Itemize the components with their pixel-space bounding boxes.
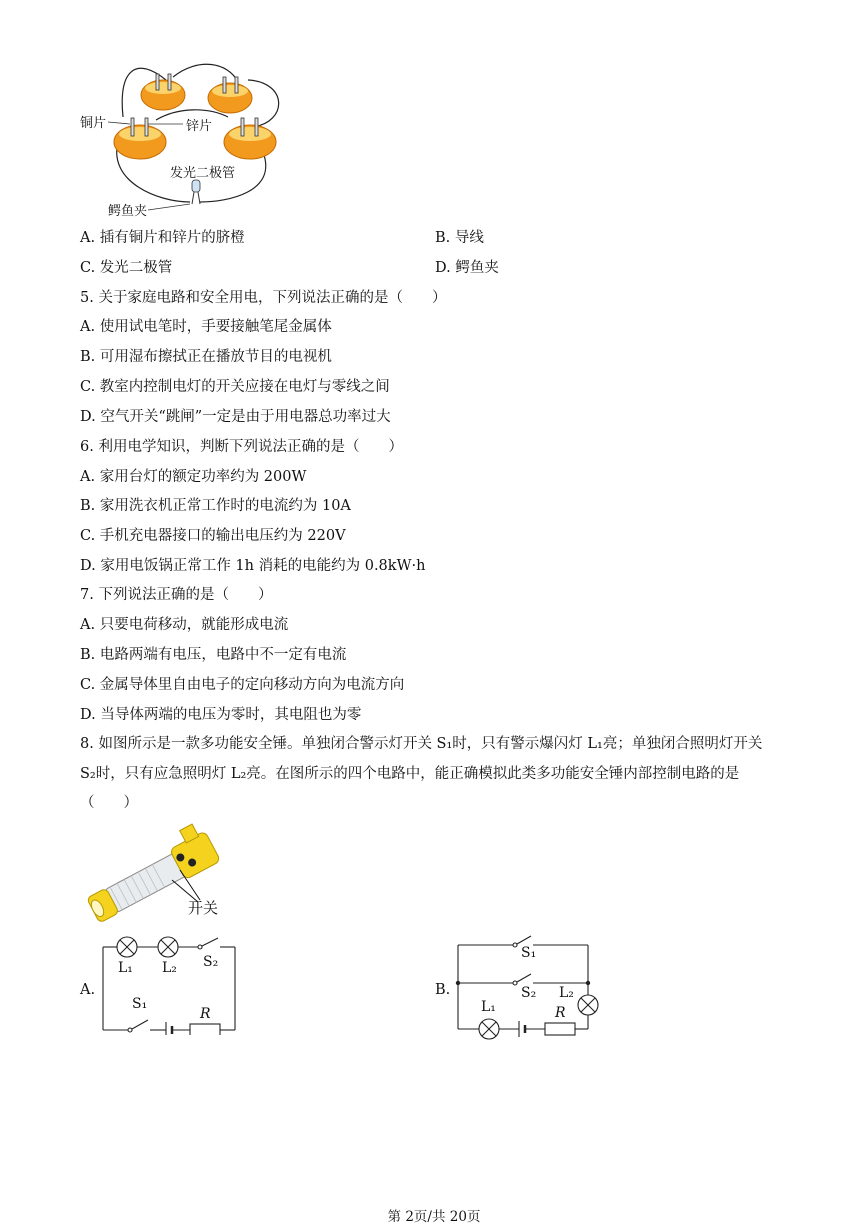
circuit-b-s2-label: S₂: [521, 985, 537, 1001]
q5-stem: 5. 关于家庭电路和安全用电，下列说法正确的是（ ）: [80, 290, 447, 306]
q5-option-a[interactable]: A. 使用试电笔时，手要接触笔尾金属体: [80, 319, 332, 335]
q8-option-b-letter[interactable]: B.: [435, 982, 451, 998]
q8-stem-line2: S₂时，只有应急照明灯 L₂亮。在图所示的四个电路中，能正确模拟此类多功能安全锤内部控制电路的是: [80, 766, 740, 782]
circuit-a-l2-label: L₂: [162, 960, 177, 976]
q4-option-a[interactable]: [80, 228, 245, 248]
q6-option-d[interactable]: D. 家用电饭锅正常工作 1h 消耗的电能约为 0.8kW·h: [80, 558, 426, 574]
page-footer: 第 2页/共 20页: [387, 1209, 481, 1225]
q4-option-d[interactable]: [435, 258, 499, 278]
circuit-a-diagram: [100, 930, 240, 1035]
option-text: 导线: [454, 230, 484, 246]
circuit-a-s2-label: S₂: [203, 954, 219, 970]
clip-label: 鳄鱼夹: [108, 204, 148, 219]
circuit-a-r-label: R: [200, 1006, 211, 1022]
orange-battery-diagram: [78, 62, 298, 222]
q6-option-b[interactable]: B. 家用洗衣机正常工作时的电流约为 10A: [80, 498, 351, 514]
switch-label: 开关: [188, 899, 219, 917]
q6-option-c[interactable]: C. 手机充电器接口的输出电压约为 220V: [80, 528, 346, 544]
circuit-b-l2-label: L₂: [559, 985, 574, 1001]
safety-hammer-figure: [80, 822, 230, 922]
q6-option-a[interactable]: A. 家用台灯的额定功率约为 200W: [80, 469, 307, 485]
q8-stem-line3: （ ）: [80, 795, 138, 811]
circuit-b[interactable]: [455, 935, 605, 1040]
q5-option-c[interactable]: C. 教室内控制电灯的开关应接在电灯与零线之间: [80, 379, 390, 395]
circuit-b-r-label: R: [555, 1005, 566, 1021]
q5-option-b[interactable]: B. 可用湿布擦拭正在播放节目的电视机: [80, 349, 332, 365]
option-letter: A.: [80, 230, 96, 246]
led-label: 发光二极管: [170, 166, 236, 181]
circuit-b-l1-label: L₁: [481, 999, 496, 1015]
q4-option-c[interactable]: [80, 258, 172, 278]
circuit-a[interactable]: [100, 930, 240, 1035]
q7-option-c[interactable]: C. 金属导体里自由电子的定向移动方向为电流方向: [80, 677, 405, 693]
q7-stem: 7. 下列说法正确的是（ ）: [80, 587, 273, 603]
q5-option-d[interactable]: D. 空气开关“跳闸”一定是由于用电器总功率过大: [80, 409, 391, 425]
circuit-a-s1-label: S₁: [132, 996, 148, 1012]
q4-option-b[interactable]: [435, 228, 484, 248]
q7-option-b[interactable]: B. 电路两端有电压，电路中不一定有电流: [80, 647, 347, 663]
circuit-a-l1-label: L₁: [118, 960, 133, 976]
option-text: 鳄鱼夹: [455, 260, 499, 276]
zinc-label: 锌片: [186, 119, 213, 134]
option-letter: B.: [435, 230, 451, 246]
q6-stem: 6. 利用电学知识，判断下列说法正确的是（ ）: [80, 439, 403, 455]
option-letter: D.: [435, 260, 451, 276]
q7-option-a[interactable]: A. 只要电荷移动，就能形成电流: [80, 617, 289, 633]
option-text: 插有铜片和锌片的脐橙: [99, 230, 245, 246]
copper-label: 铜片: [80, 116, 107, 131]
circuit-b-s1-label: S₁: [521, 945, 537, 961]
q7-option-d[interactable]: D. 当导体两端的电压为零时，其电阻也为零: [80, 707, 362, 723]
orange-battery-figure: [78, 62, 298, 222]
q8-stem-line1: 8. 如图所示是一款多功能安全锤。单独闭合警示灯开关 S₁时，只有警示爆闪灯 L₁亮；单独闭合照明灯开关: [80, 736, 763, 752]
q8-option-a-letter[interactable]: A.: [80, 982, 96, 998]
option-text: 发光二极管: [99, 260, 173, 276]
option-letter: C.: [80, 260, 96, 276]
